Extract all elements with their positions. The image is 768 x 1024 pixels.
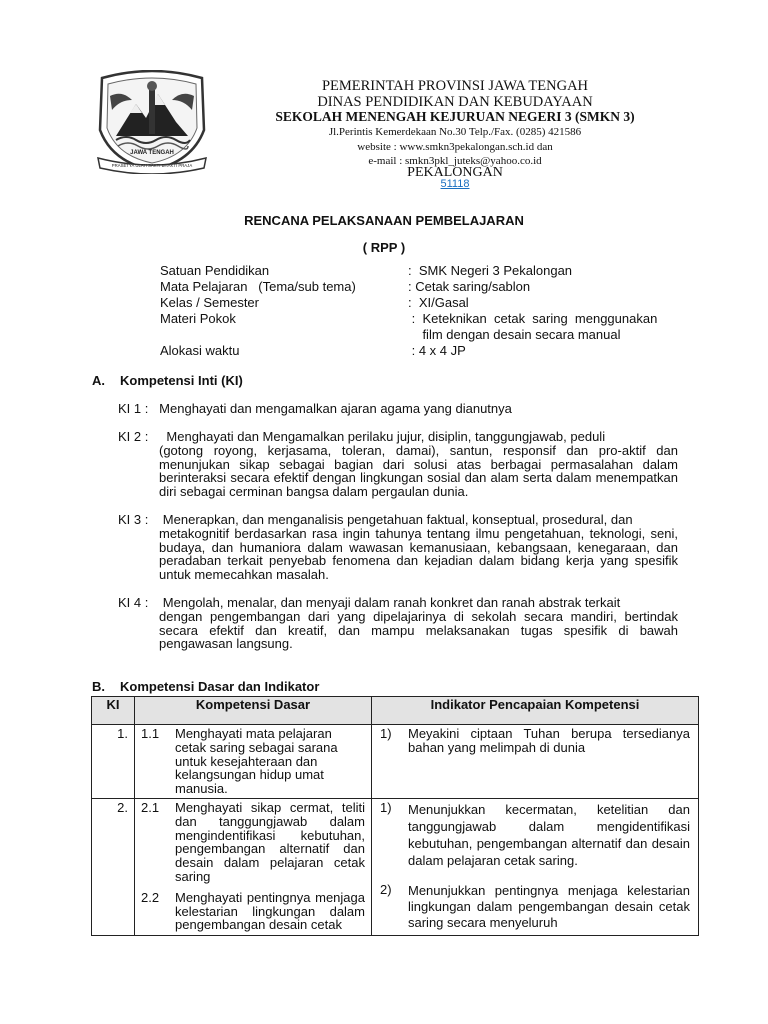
crest-label: JAWA TENGAH bbox=[130, 150, 174, 156]
table-row bbox=[92, 725, 699, 799]
indicator-text: Meyakini ciptaan Tuhan berupa tersedianya bahan yang melimpah di dunia bbox=[408, 726, 690, 755]
kd-item bbox=[135, 727, 371, 796]
kd-text: Menghayati mata pelajaran cetak saring sebagai sarana untuk kesejahteraan dan kelangsungan hidup umat manusia. bbox=[175, 726, 338, 797]
competency-table bbox=[91, 696, 699, 936]
table-header-row bbox=[92, 697, 699, 725]
identity-label: Kelas / Semester bbox=[160, 295, 259, 310]
indicator-cell bbox=[372, 798, 699, 935]
indicator-number: 1) bbox=[380, 726, 392, 741]
letterhead-address: Jl.Perintis Kemerdekaan No.30 Telp./Fax. (0285) 421586 bbox=[328, 126, 582, 138]
kd-text: Menghayati sikap cermat, teliti dan tanggungjawab dalam mengindentifikasi kebutuhan, pengembangan alternatif dan desain dalam pelajaran cetak saring bbox=[175, 799, 365, 884]
ki-continuation: (gotong royong, kerjasama, toleran, damai), santun, responsif dan pro-aktif dan menunjukan sikap sebagai bagian dari solusi atas berbagai permasalahan dalam berinteraksi secara efektif dengan lingkungan sosial dan alam serta dalam menempatkan diri sebagai cerminan bangsa dalam pergaulan dunia. bbox=[159, 442, 678, 500]
table-row bbox=[92, 798, 699, 935]
postcode-link[interactable]: 51118 bbox=[440, 178, 470, 190]
ki-first-line: KI 4 : Mengolah, menalar, dan menyaji dalam ranah konkret dan ranah abstrak terkait bbox=[118, 595, 621, 610]
letterhead-email: e-mail : smkn3pkl_juteks@yahoo.co.id bbox=[368, 155, 542, 167]
province-crest-logo bbox=[92, 70, 212, 174]
letterhead-postcode bbox=[230, 178, 680, 190]
ki-paragraph bbox=[118, 596, 678, 651]
row-ki-number: 2. bbox=[92, 798, 135, 935]
kd-item bbox=[135, 891, 371, 932]
identity-value: : 4 x 4 JP bbox=[408, 343, 466, 358]
kd-item bbox=[135, 801, 371, 884]
letterhead-government: PEMERINTAH PROVINSI JAWA TENGAH bbox=[321, 78, 589, 94]
header-ki: KI bbox=[92, 697, 135, 725]
ki-first-line: KI 1 : Menghayati dan mengamalkan ajaran agama yang dianutnya bbox=[118, 401, 512, 416]
kd-number: 2.1 bbox=[141, 799, 160, 815]
letterhead-website: website : www.smkn3pekalongan.sch.id dan bbox=[357, 141, 553, 153]
identity-label: Materi Pokok bbox=[160, 311, 236, 326]
indicator-text: Menunjukkan kecermatan, ketelitian dan tanggungjawab dalam mengidentifikasi kebutuhan, pengembangan alternatif dan desain dalam pelajaran cetak saring. bbox=[408, 801, 690, 868]
kd-number: 1.1 bbox=[141, 726, 160, 741]
ki-paragraph bbox=[118, 430, 678, 499]
indicator-item bbox=[372, 801, 698, 869]
identity-value: : XI/Gasal bbox=[408, 295, 469, 310]
indicator-number: 2) bbox=[380, 881, 392, 897]
identity-label: Mata Pelajaran (Tema/sub tema) bbox=[160, 279, 356, 294]
kd-cell bbox=[135, 725, 372, 799]
kd-number: 2.2 bbox=[141, 889, 160, 905]
section-title: Kompetensi Inti (KI) bbox=[120, 373, 243, 388]
indicator-text: Menunjukkan pentingnya menjaga kelestarian lingkungan dalam pengembangan desain cetak saring secara menyeluruh bbox=[408, 882, 690, 930]
indicator-cell bbox=[372, 725, 699, 799]
ki-continuation: dengan pengembangan dari yang dipelajarinya di sekolah secara mandiri, bertindak secara efektif dan kreatif, dan mampu melaksanakan tugas spesifik di bawah pengawasan langsung. bbox=[159, 608, 678, 652]
ki-paragraph bbox=[118, 513, 678, 582]
section-letter: A. bbox=[92, 373, 105, 388]
kd-text: Menghayati pentingnya menjaga kelestarian lingkungan dalam pengembangan desain cetak bbox=[175, 889, 365, 933]
identity-value: : Cetak saring/sablon bbox=[408, 279, 531, 294]
crest-motto: PRASETYA ULAH SAKTI BHAKTI PRAJA bbox=[111, 163, 193, 168]
indicator-item bbox=[372, 883, 698, 935]
letterhead-school: SEKOLAH MENENGAH KEJURUAN NEGERI 3 (SMKN 3) bbox=[275, 109, 635, 124]
identity-value: : Keteknikan cetak saring menggunakan bbox=[408, 311, 658, 326]
section-b-heading bbox=[92, 679, 319, 694]
header-kompetensi-dasar: Kompetensi Dasar bbox=[135, 697, 372, 725]
section-a-heading bbox=[92, 373, 243, 388]
header-indikator: Indikator Pencapaian Kompetensi bbox=[372, 697, 699, 725]
ki-continuation: metakognitif berdasarkan rasa ingin tahunya tentang ilmu pengetahuan, teknologi, seni, budaya, dan humaniora dalam wawasan kemanusiaan, kebangsaan, kenegaraan, dan peradaban terkait penyebab fenomena dan kejadian dalam bidang kerja yang spesifik untuk memecahkan masalah. bbox=[159, 525, 678, 583]
section-title: Kompetensi Dasar dan Indikator bbox=[120, 679, 320, 694]
document-title: RENCANA PELAKSANAAN PEMBELAJARAN bbox=[244, 213, 524, 228]
letterhead-agency: DINAS PENDIDIKAN DAN KEBUDAYAAN bbox=[317, 94, 593, 110]
row-ki-number: 1. bbox=[92, 725, 135, 799]
ki-first-line: KI 2 : Menghayati dan Mengamalkan perilaku jujur, disiplin, tanggungjawab, peduli bbox=[118, 429, 606, 444]
indicator-item bbox=[372, 727, 698, 755]
kd-cell bbox=[135, 798, 372, 935]
letterhead-city: PEKALONGAN bbox=[407, 165, 503, 180]
indicator-number: 1) bbox=[380, 799, 392, 815]
identity-value: film dengan desain secara manual bbox=[408, 327, 621, 342]
identity-value: : SMK Negeri 3 Pekalongan bbox=[408, 263, 573, 278]
ki-paragraph bbox=[118, 402, 678, 416]
section-letter: B. bbox=[92, 679, 105, 694]
identity-label: Satuan Pendidikan bbox=[160, 263, 270, 278]
document-subtitle: ( RPP ) bbox=[362, 240, 406, 255]
ki-first-line: KI 3 : Menerapkan, dan menganalisis pengetahuan faktual, konseptual, prosedural, dan bbox=[118, 512, 633, 527]
identity-label: Alokasi waktu bbox=[160, 343, 240, 358]
